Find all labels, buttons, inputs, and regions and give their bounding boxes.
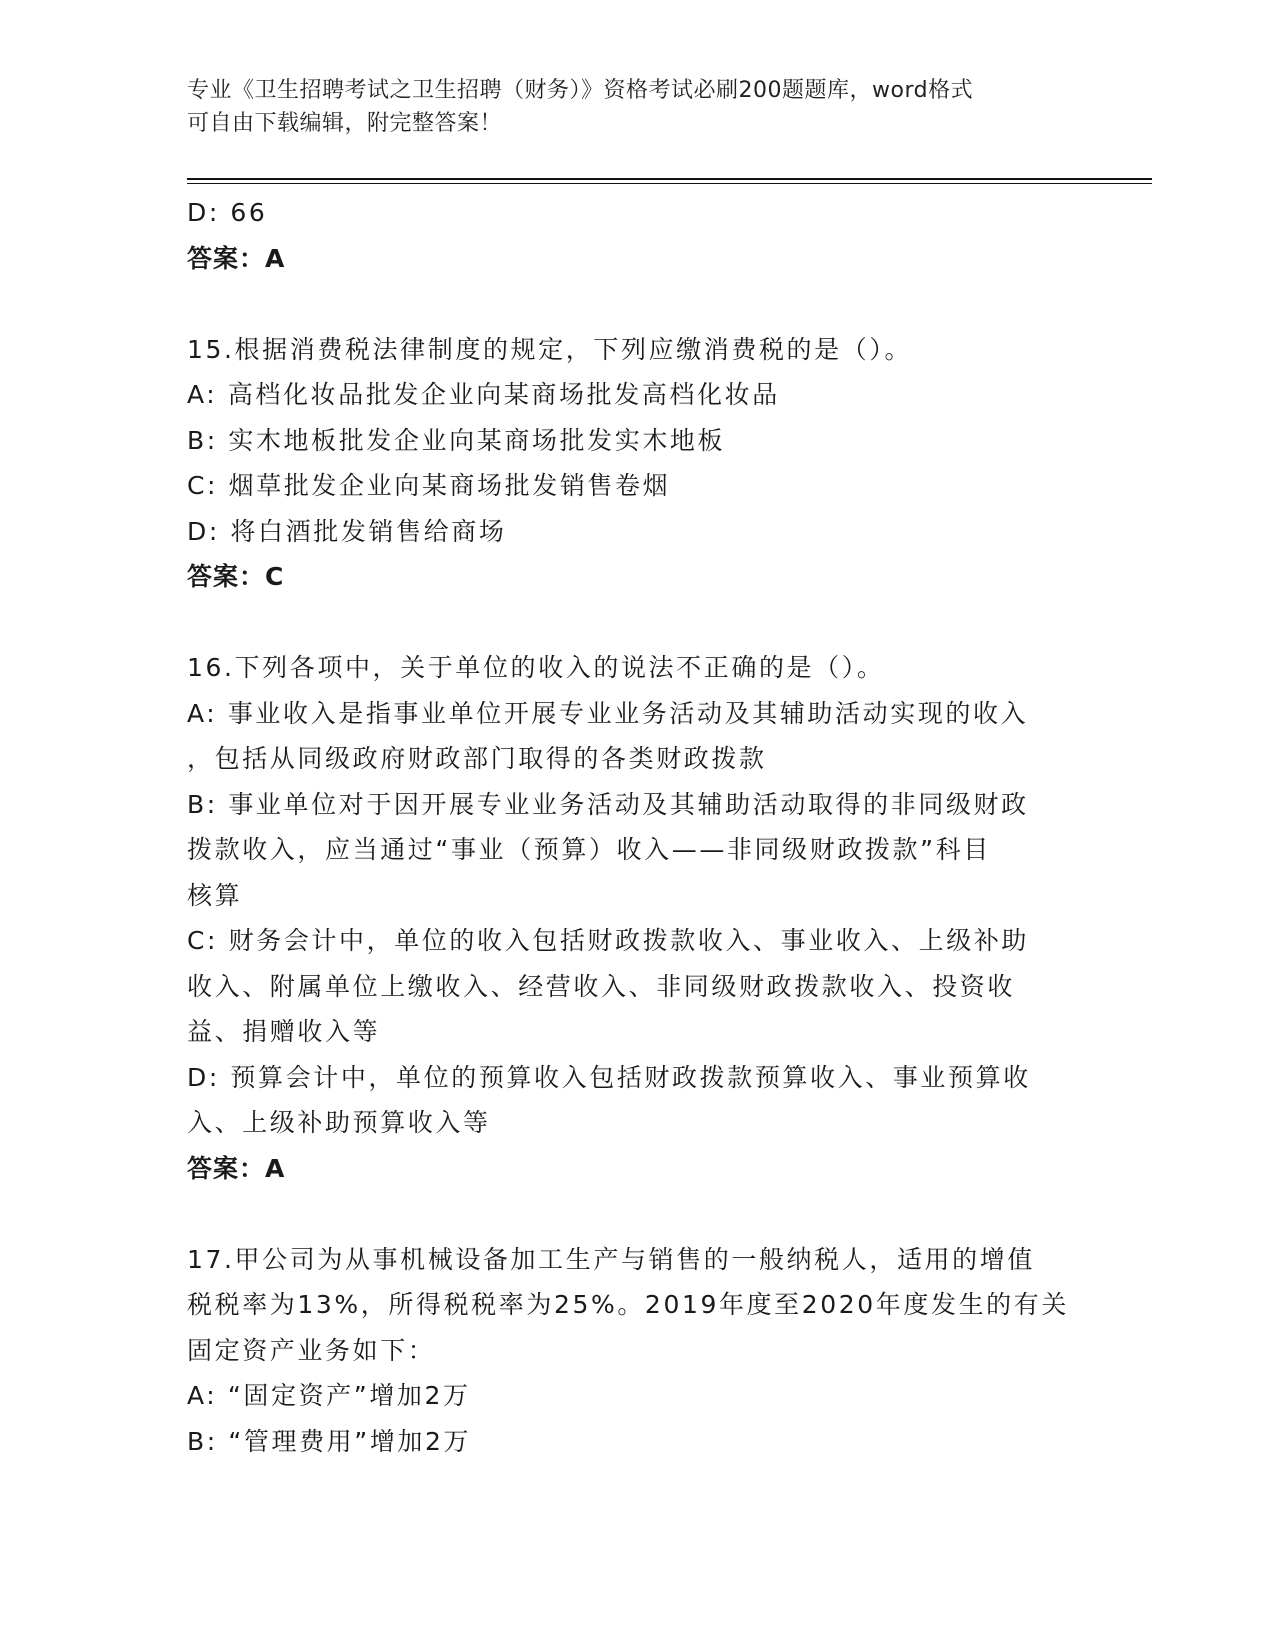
spacer <box>187 600 1087 646</box>
header-rule-thin <box>187 183 1152 184</box>
q16-option-b-line-1: B: 事业单位对于因开展专业业务活动及其辅助活动取得的非同级财政 <box>187 789 1029 819</box>
page-header <box>187 74 1067 140</box>
q17-question-line-2: 税税率为13%，所得税税率为25%。2019年度至2020年度发生的有关 <box>187 1290 1069 1319</box>
q15-option-c: C: 烟草批发企业向某商场批发销售卷烟 <box>187 471 671 500</box>
q16-option-c-line-3: 益、捐赠收入等 <box>187 1017 381 1046</box>
q16-option-b-line-2: 拨款收入，应当通过“事业（预算）收入——非同级财政拨款”科目 <box>187 835 991 864</box>
q17-question-line-1: 17.甲公司为从事机械设备加工生产与销售的一般纳税人，适用的增值 <box>187 1244 1035 1274</box>
spacer <box>187 281 1087 327</box>
header-line-2: 可自由下载编辑，附完整答案！ <box>187 111 503 136</box>
q16-option-a-line-1: A: 事业收入是指事业单位开展专业业务活动及其辅助活动实现的收入 <box>187 698 1029 728</box>
document-body <box>187 190 1087 1464</box>
q16-option-d-line-2: 入、上级补助预算收入等 <box>187 1108 491 1137</box>
q17-option-b: B: “管理费用”增加2万 <box>187 1426 472 1456</box>
spacer <box>187 1191 1087 1237</box>
q16-option-a-line-2: ，包括从同级政府财政部门取得的各类财政拨款 <box>187 744 767 773</box>
prev-answer: 答案：A <box>187 243 286 273</box>
q17-question-line-3: 固定资产业务如下： <box>187 1335 436 1365</box>
q16-answer: 答案：A <box>187 1153 286 1183</box>
q16-option-c-line-2: 收入、附属单位上缴收入、经营收入、非同级财政拨款收入、投资收 <box>187 971 1016 1001</box>
prev-option-d: D: 66 <box>187 198 268 227</box>
q15-option-a: A: 高档化妆品批发企业向某商场批发高档化妆品 <box>187 380 780 409</box>
q17-option-a: A: “固定资产”增加2万 <box>187 1381 471 1410</box>
q15-option-d: D: 将白酒批发销售给商场 <box>187 516 507 546</box>
q16-option-b-line-3: 核算 <box>187 880 243 910</box>
q15-option-b: B: 实木地板批发企业向某商场批发实木地板 <box>187 425 726 455</box>
q15-answer: 答案：C <box>187 562 285 591</box>
q16-option-c-line-1: C: 财务会计中，单位的收入包括财政拨款收入、事业收入、上级补助 <box>187 926 1030 955</box>
q16-option-d-line-1: D: 预算会计中，单位的预算收入包括财政拨款预算收入、事业预算收 <box>187 1062 1031 1092</box>
q16-question: 16.下列各项中，关于单位的收入的说法不正确的是（）。 <box>187 653 885 682</box>
header-line-1: 专业《卫生招聘考试之卫生招聘（财务）》资格考试必刷200题题库，word格式 <box>187 78 974 103</box>
header-rule-thick <box>187 178 1152 180</box>
q15-question: 15.根据消费税法律制度的规定，下列应缴消费税的是（）。 <box>187 334 913 364</box>
